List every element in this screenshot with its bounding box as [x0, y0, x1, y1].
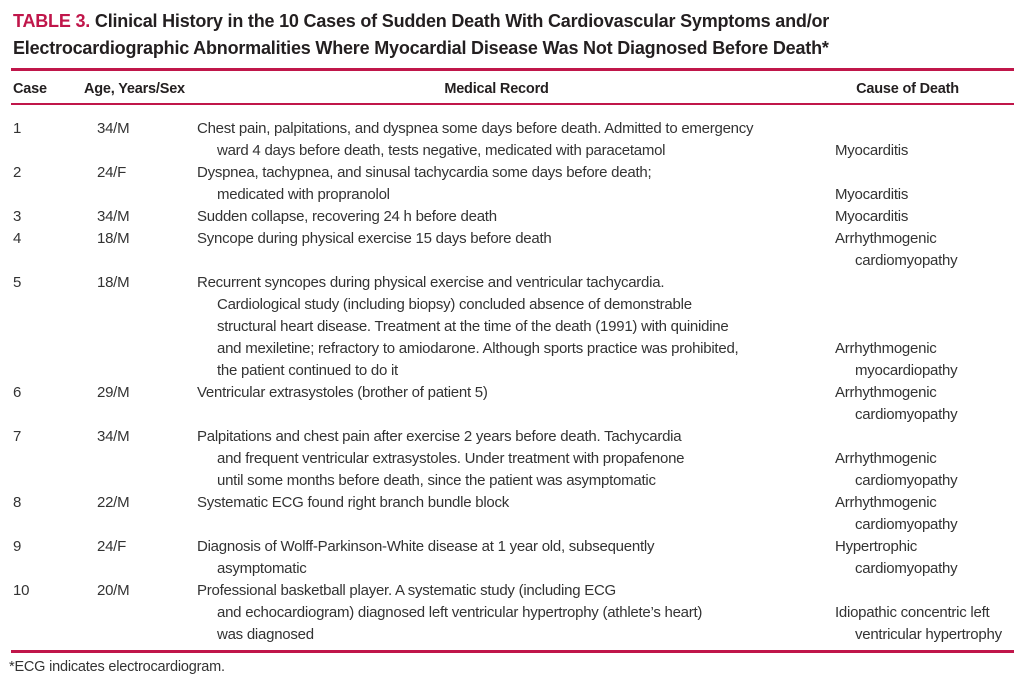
table-row: [13, 228, 1014, 272]
medical-record-cell: [197, 272, 820, 382]
case-number-cell: 5: [13, 274, 22, 291]
table-row: [13, 162, 1014, 206]
case-number-cell: 3: [13, 208, 22, 225]
case-number-cell: 4: [13, 230, 22, 247]
case-number-cell: 1: [13, 120, 22, 137]
age-sex-cell: 29/M: [97, 384, 130, 401]
title-line-2: [13, 35, 1014, 62]
age-sex-cell: 22/M: [97, 494, 130, 511]
medical-record-line: Cardiological study (including biopsy) concluded absence of demonstrable: [217, 296, 692, 313]
cause-of-death-cell: [820, 228, 1014, 272]
medical-record-line: asymptomatic: [217, 560, 307, 577]
cause-of-death-cell: [820, 382, 1014, 426]
age-sex-cell: 34/M: [97, 120, 130, 137]
cause-of-death-line: cardiomyopathy: [855, 560, 958, 577]
medical-record-line: Palpitations and chest pain after exercise 2 years before death. Tachycardia: [197, 428, 682, 445]
cause-of-death-cell: [820, 272, 1014, 382]
medical-record-line: was diagnosed: [217, 626, 314, 643]
cause-of-death-line: Arrhythmogenic: [835, 230, 937, 247]
cause-of-death-line: Idiopathic concentric left: [835, 604, 990, 621]
medical-record-cell: [197, 118, 820, 162]
cause-of-death-line: Myocarditis: [835, 208, 909, 225]
table-title: [13, 8, 1014, 62]
column-header-case: Case: [13, 81, 47, 97]
footnote: *ECG indicates electrocardiogram.: [9, 658, 225, 675]
medical-record-cell: [197, 536, 820, 580]
age-sex-cell: 18/M: [97, 230, 130, 247]
cause-of-death-line: myocardiopathy: [855, 362, 958, 379]
medical-record-line: Ventricular extrasystoles (brother of patient 5): [197, 384, 488, 401]
case-number-cell: 8: [13, 494, 22, 511]
table-row: [13, 118, 1014, 162]
column-header-row: [13, 71, 1014, 103]
cause-of-death-cell: [820, 162, 1014, 206]
medical-record-cell: [197, 492, 820, 536]
case-number-cell: 7: [13, 428, 22, 445]
title-line-1: [13, 8, 1014, 35]
medical-record-cell: [197, 426, 820, 492]
age-sex-cell: 24/F: [97, 164, 127, 181]
medical-record-line: Recurrent syncopes during physical exercise and ventricular tachycardia.: [197, 274, 665, 291]
table-row: [13, 536, 1014, 580]
table-row: [13, 426, 1014, 492]
table-row: [13, 382, 1014, 426]
medical-record-line: Professional basketball player. A systematic study (including ECG: [197, 582, 616, 599]
table-body: [13, 105, 1014, 646]
age-sex-cell: 18/M: [97, 274, 130, 291]
age-sex-cell: 20/M: [97, 582, 130, 599]
title-text-line-2: Electrocardiographic Abnormalities Where Myocardial Disease Was Not Diagnosed Before Death*: [13, 38, 829, 58]
cause-of-death-line: Arrhythmogenic: [835, 340, 937, 357]
column-header-cause-of-death: Cause of Death: [856, 81, 959, 97]
medical-record-line: medicated with propranolol: [217, 186, 390, 203]
medical-record-cell: [197, 382, 820, 426]
medical-record-line: and frequent ventricular extrasystoles. Under treatment with propafenone: [217, 450, 685, 467]
table-row: [13, 492, 1014, 536]
cause-of-death-line: cardiomyopathy: [855, 406, 958, 423]
medical-record-line: and mexiletine; refractory to amiodarone. Although sports practice was prohibited,: [217, 340, 739, 357]
case-number-cell: 9: [13, 538, 22, 555]
medical-record-line: and echocardiogram) diagnosed left ventricular hypertrophy (athlete’s heart): [217, 604, 703, 621]
cause-of-death-line: ventricular hypertrophy: [855, 626, 1002, 643]
case-number-cell: 2: [13, 164, 22, 181]
cause-of-death-line: cardiomyopathy: [855, 472, 958, 489]
bottom-rule: [11, 650, 1014, 653]
medical-record-cell: [197, 228, 820, 272]
cause-of-death-line: Arrhythmogenic: [835, 450, 937, 467]
medical-record-line: the patient continued to do it: [217, 362, 398, 379]
cause-of-death-line: Arrhythmogenic: [835, 384, 937, 401]
case-number-cell: 10: [13, 582, 30, 599]
title-text-line-1: Clinical History in the 10 Cases of Sudden Death With Cardiovascular Symptoms and/or: [94, 11, 830, 31]
medical-record-line: Syncope during physical exercise 15 days before death: [197, 230, 552, 247]
medical-record-cell: [197, 206, 820, 228]
cause-of-death-line: cardiomyopathy: [855, 252, 958, 269]
cause-of-death-cell: [820, 492, 1014, 536]
medical-record-line: Chest pain, palpitations, and dyspnea some days before death. Admitted to emergency: [197, 120, 754, 137]
medical-record-line: Systematic ECG found right branch bundle block: [197, 494, 510, 511]
table-row: [13, 580, 1014, 646]
medical-record-cell: [197, 162, 820, 206]
medical-record-line: Diagnosis of Wolff-Parkinson-White disease at 1 year old, subsequently: [197, 538, 655, 555]
cause-of-death-line: cardiomyopathy: [855, 516, 958, 533]
cause-of-death-line: Hypertrophic: [835, 538, 918, 555]
medical-record-line: structural heart disease. Treatment at the time of the death (1991) with quinidine: [217, 318, 729, 335]
cause-of-death-line: Myocarditis: [835, 186, 909, 203]
column-header-age-sex: Age, Years/Sex: [84, 81, 185, 97]
age-sex-cell: 34/M: [97, 428, 130, 445]
medical-record-line: ward 4 days before death, tests negative, medicated with paracetamol: [217, 142, 666, 159]
cause-of-death-cell: [820, 426, 1014, 492]
table-number-label: TABLE 3.: [13, 11, 91, 31]
column-header-medical-record: Medical Record: [444, 81, 549, 97]
table-row: [13, 206, 1014, 228]
age-sex-cell: 24/F: [97, 538, 127, 555]
table-row: [13, 272, 1014, 382]
cause-of-death-cell: [820, 580, 1014, 646]
cause-of-death-line: Myocarditis: [835, 142, 909, 159]
age-sex-cell: 34/M: [97, 208, 130, 225]
medical-record-cell: [197, 580, 820, 646]
cause-of-death-cell: [820, 206, 1014, 228]
cause-of-death-cell: [820, 118, 1014, 162]
cause-of-death-cell: [820, 536, 1014, 580]
cause-of-death-line: Arrhythmogenic: [835, 494, 937, 511]
medical-record-line: Dyspnea, tachypnea, and sinusal tachycardia some days before death;: [197, 164, 652, 181]
medical-record-line: Sudden collapse, recovering 24 h before death: [197, 208, 497, 225]
medical-record-line: until some months before death, since the patient was asymptomatic: [217, 472, 656, 489]
case-number-cell: 6: [13, 384, 22, 401]
